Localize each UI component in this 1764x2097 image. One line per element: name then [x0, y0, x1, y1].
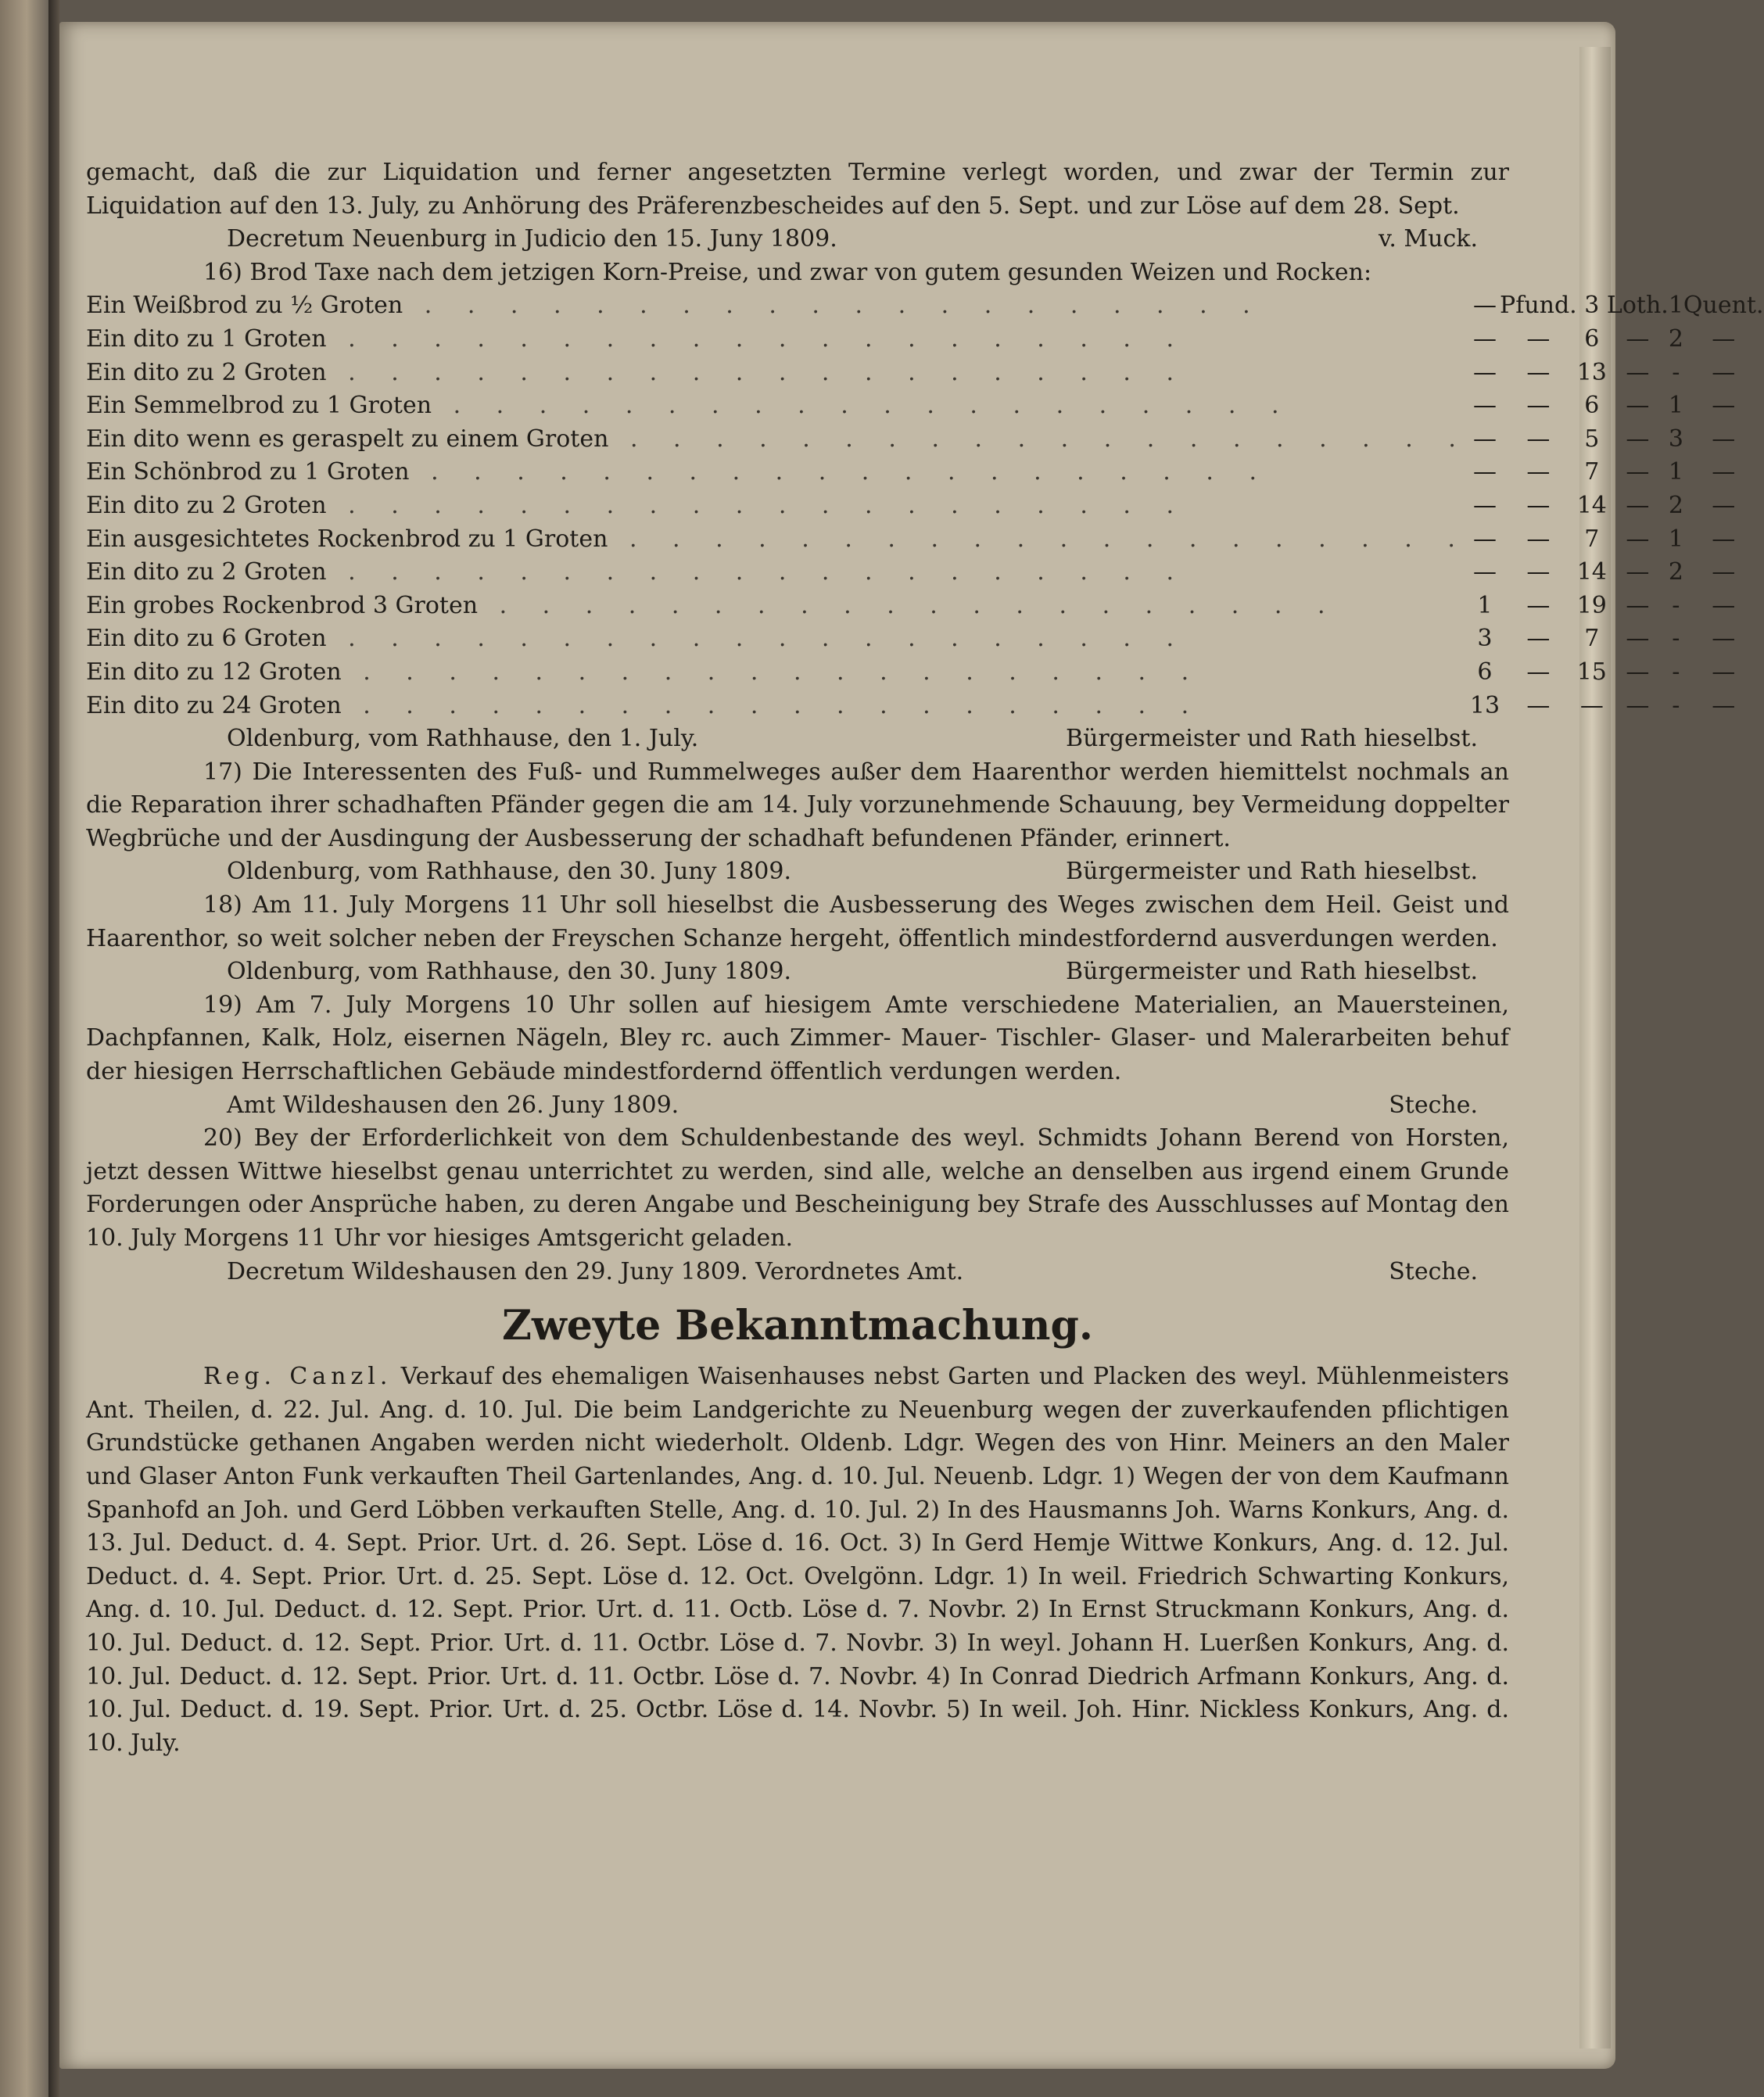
tax-cell-c5: 2	[1668, 491, 1683, 519]
tax-cell-c2: —	[1526, 691, 1551, 719]
tax-row-label: Ein dito zu 12 Groten	[86, 658, 342, 686]
tax-cell-c2: Pfund.	[1500, 292, 1577, 320]
tax-row	[86, 289, 1764, 323]
tax-cell-c4: —	[1626, 491, 1650, 519]
item16-signer: Bürgermeister und Rath hieselbst.	[1066, 725, 1478, 753]
tax-cell-c3: —	[1579, 691, 1604, 719]
tax-cell-c5: 1	[1668, 525, 1683, 553]
tax-cell-c5: 1	[1668, 458, 1683, 486]
tax-cell-c1: —	[1472, 392, 1497, 420]
tax-row-label: Ein dito zu 6 Groten	[86, 625, 327, 653]
tax-cell-c6: —	[1712, 491, 1736, 519]
tax-row	[86, 423, 1764, 457]
tax-cell-c2: —	[1526, 658, 1551, 686]
tax-cell-c5: 2	[1668, 324, 1683, 353]
tax-cell-c4: —	[1626, 558, 1650, 586]
tax-cell-c3: 6	[1584, 324, 1600, 353]
tax-cell-c4: —	[1626, 591, 1650, 619]
leader-dots: . . . . . . . . . . . . . . . . . . . .	[326, 625, 1189, 653]
tax-cell-c3: 13	[1576, 358, 1607, 386]
tax-cell-c5: -	[1672, 358, 1680, 386]
tax-cell-c6: Quent.	[1683, 292, 1764, 320]
tax-row	[86, 489, 1764, 523]
item17-signature	[86, 855, 1509, 889]
tax-row	[86, 523, 1764, 557]
tax-cell-c3: 7	[1584, 525, 1600, 553]
item20-place: Decretum Wildeshausen den 29. Juny 1809. Verordnetes Amt.	[227, 1257, 964, 1285]
tax-cell-c5: 2	[1668, 558, 1683, 586]
tax-cell-c3: 7	[1584, 625, 1600, 653]
tax-cell-c3: 19	[1576, 591, 1607, 619]
leader-dots: . . . . . . . . . . . . . . . . . . . .	[341, 658, 1203, 686]
tax-cell-c1: —	[1472, 425, 1497, 453]
page-text	[86, 156, 1764, 1760]
tax-cell-c6: —	[1712, 425, 1736, 453]
tax-cell-c5: 3	[1668, 425, 1683, 453]
tax-cell-c4: —	[1626, 525, 1650, 553]
tax-cell-c1: —	[1472, 458, 1497, 486]
second-announcement	[86, 1360, 1509, 1760]
item19-place: Amt Wildeshausen den 26. Juny 1809.	[227, 1091, 679, 1119]
tax-cell-c6: —	[1712, 525, 1736, 553]
tax-cell-c3: 6	[1584, 392, 1600, 420]
item18-signature	[86, 955, 1509, 989]
tax-cell-c3: 5	[1584, 425, 1600, 453]
intro-signer: v. Muck.	[1378, 225, 1478, 253]
tax-cell-c4: Loth.	[1606, 292, 1669, 320]
tax-cell-c1: 13	[1469, 691, 1500, 719]
tax-cell-c2: —	[1526, 491, 1551, 519]
tax-row-label: Ein dito wenn es geraspelt zu einem Groten	[86, 425, 609, 453]
tax-cell-c1: 6	[1477, 658, 1493, 686]
item17-place: Oldenburg, vom Rathhause, den 30. Juny 1809.	[227, 858, 791, 886]
left-page-edge	[0, 0, 48, 2097]
tax-cell-c2: —	[1526, 324, 1551, 353]
tax-cell-c6: —	[1712, 358, 1736, 386]
tax-cell-c5: -	[1672, 691, 1680, 719]
item20-signature	[86, 1256, 1509, 1289]
leader-dots: . . . . . . . . . . . . . . . . . . . .	[341, 691, 1203, 719]
tax-cell-c4: —	[1626, 658, 1650, 686]
tax-cell-c3: 7	[1584, 458, 1600, 486]
tax-cell-c1: —	[1472, 292, 1497, 320]
tax-cell-c3: 14	[1576, 491, 1607, 519]
item18-signer: Bürgermeister und Rath hieselbst.	[1066, 958, 1478, 986]
leader-dots: . . . . . . . . . . . . . . . . . . . .	[432, 392, 1293, 420]
tax-cell-c1: —	[1472, 525, 1497, 553]
tax-cell-c1: —	[1472, 491, 1497, 519]
leader-dots: . . . . . . . . . . . . . . . . . . . .	[608, 525, 1469, 553]
tax-row	[86, 590, 1764, 623]
tax-cell-c1: 3	[1477, 625, 1493, 653]
item17-signer: Bürgermeister und Rath hieselbst.	[1066, 858, 1478, 886]
tax-cell-c4: —	[1626, 691, 1650, 719]
tax-row-label: Ein Semmelbrod zu 1 Groten	[86, 392, 432, 420]
tax-row	[86, 622, 1764, 656]
tax-row	[86, 323, 1764, 357]
tax-cell-c6: —	[1712, 558, 1736, 586]
tax-cell-c2: —	[1526, 358, 1551, 386]
second-lead: Reg. Canzl.	[203, 1363, 393, 1391]
item20-text: 20) Bey der Erforderlichkeit von dem Schuldenbestande des weyl. Schmidts Johann Berend von Horsten, jetzt dessen Wittwe hieselbst genau unterrichtet zu werden, sind alle, welche an denselben aus irgend einem Grunde Forderungen oder Ansprüche haben, zu deren Angabe und Bescheinigung bey Strafe des Ausschlusses auf Montag den 10. July Morgens 11 Uhr vor hiesiges Amtsgericht geladen.	[86, 1124, 1509, 1252]
leader-dots: . . . . . . . . . . . . . . . . . . . .	[403, 292, 1264, 320]
tax-cell-c3: 14	[1576, 558, 1607, 586]
tax-cell-c6: —	[1712, 392, 1736, 420]
tax-cell-c1: —	[1472, 324, 1497, 353]
tax-cell-c2: —	[1526, 425, 1551, 453]
tax-row	[86, 456, 1764, 489]
item16-signature	[86, 722, 1509, 756]
tax-row-label: Ein dito zu 24 Groten	[86, 691, 342, 719]
item20-signer: Steche.	[1389, 1257, 1478, 1285]
tax-cell-c4: —	[1626, 625, 1650, 653]
tax-row-label: Ein dito zu 2 Groten	[86, 491, 327, 519]
item16-place: Oldenburg, vom Rathhause, den 1. July.	[227, 725, 699, 753]
tax-cell-c4: —	[1626, 358, 1650, 386]
tax-cell-c4: —	[1626, 458, 1650, 486]
tax-cell-c5: -	[1672, 625, 1680, 653]
tax-row-label: Ein Schönbrod zu 1 Groten	[86, 458, 410, 486]
leader-dots: . . . . . . . . . . . . . . . . . . . .	[409, 458, 1271, 486]
item18-place: Oldenburg, vom Rathhause, den 30. Juny 1809.	[227, 958, 791, 986]
tax-row	[86, 357, 1764, 390]
leader-dots: . . . . . . . . . . . . . . . . . . . .	[608, 425, 1470, 453]
tax-cell-c2: —	[1526, 558, 1551, 586]
tax-row-label: Ein grobes Rockenbrod 3 Groten	[86, 591, 479, 619]
leader-dots: . . . . . . . . . . . . . . . . . . . .	[326, 358, 1189, 386]
tax-cell-c1: —	[1472, 558, 1497, 586]
tax-cell-c2: —	[1526, 625, 1551, 653]
section-heading: Zweyte Bekanntmachung.	[502, 1302, 1093, 1350]
book-spine	[48, 0, 59, 2097]
tax-row-label: Ein dito zu 1 Groten	[86, 324, 327, 353]
tax-cell-c6: —	[1712, 458, 1736, 486]
item19-signature	[86, 1089, 1509, 1123]
tax-row-label: Ein ausgesichtetes Rockenbrod zu 1 Groten	[86, 525, 608, 553]
tax-cell-c2: —	[1526, 591, 1551, 619]
intro-decree: Decretum Neuenburg in Judicio den 15. Juny 1809.	[227, 225, 837, 253]
bread-tax-table	[86, 289, 1764, 722]
intro-signature	[86, 223, 1509, 256]
tax-cell-c5: -	[1672, 658, 1680, 686]
tax-cell-c6: —	[1712, 625, 1736, 653]
tax-row	[86, 556, 1764, 590]
item19-text: 19) Am 7. July Morgens 10 Uhr sollen auf hiesigem Amte verschiedene Materialien, an Mauersteinen, Dachpfannen, Kalk, Holz, eisernen Nägeln, Bley rc. auch Zimmer- Mauer- Tischler- Glaser- und Malerarbeiten behuf der hiesigen Herrschaftlichen Gebäude mindestfordernd öffentlich verdungen werden.	[86, 991, 1509, 1086]
tax-row-label: Ein Weißbrod zu ½ Groten	[86, 292, 403, 320]
tax-cell-c5: 1	[1668, 392, 1683, 420]
tax-row	[86, 656, 1764, 690]
item18-text: 18) Am 11. July Morgens 11 Uhr soll hieselbst die Ausbesserung des Weges zwischen dem Heil. Geist und Haarenthor, so weit solcher neben der Freyschen Schanze hergeht, öffentlich mindestfordernd ausverdungen werden.	[86, 891, 1509, 952]
leader-dots: . . . . . . . . . . . . . . . . . . . .	[326, 558, 1189, 586]
tax-row-label: Ein dito zu 2 Groten	[86, 558, 327, 586]
tax-cell-c6: —	[1712, 691, 1736, 719]
tax-cell-c6: —	[1712, 591, 1736, 619]
item17-text: 17) Die Interessenten des Fuß- und Rummelweges außer dem Haarenthor werden hiemittelst nochmals an die Reparation ihrer schadhaften Pfänder gegen die am 14. July vorzunehmende Schauung, bey Vermeidung doppelter Wegbrüche und der Ausdingung der Ausbesserung der schadhaft befundenen Pfänder, erinnert.	[86, 758, 1509, 852]
tax-cell-c4: —	[1626, 425, 1650, 453]
second-text: Verkauf des ehemaligen Waisenhauses nebst Garten und Placken des weyl. Mühlenmeisters Ant. Theilen, d. 22. Jul. Ang. d. 10. Jul. Die beim Landgerichte zu Neuenburg wegen der zuverkaufenden pflichtigen Grundstücke gethanen Angaben werden nicht wiederholt. Oldenb. Ldgr. Wegen des von Hinr. Meiners an den Maler und Glaser Anton Funk verkauften Theil Gartenlandes, Ang. d. 10. Jul. Neuenb. Ldgr. 1) Wegen der von dem Kaufmann Spanhofd an Joh. und Gerd Löbben verkauften Stelle, Ang. d. 10. Jul. 2) In des Hausmanns Joh. Warns Konkurs, Ang. d. 13. Jul. Deduct. d. 4. Sept. Prior. Urt. d. 26. Sept. Löse d. 16. Oct. 3) In Gerd Hemje Wittwe Konkurs, Ang. d. 12. Jul. Deduct. d. 4. Sept. Prior. Urt. d. 25. Sept. Löse d. 12. Oct. Ovelgönn. Ldgr. 1) In weil. Friedrich Schwarting Konkurs, Ang. d. 10. Jul. Deduct. d. 12. Sept. Prior. Urt. d. 11. Octb. Löse d. 7. Novbr. 2) In Ernst Struckmann Konkurs, Ang. d. 10. Jul. Deduct. d. 12. Sept. Prior. Urt. d. 11. Octbr. Löse d. 7. Novbr. 3) In weyl. Johann H. Luerßen Konkurs, Ang. d. 10. Jul. Deduct. d. 12. Sept. Prior. Urt. d. 11. Octbr. Löse d. 7. Novbr. 4) In Conrad Diedrich Arfmann Konkurs, Ang. d. 10. Jul. Deduct. d. 19. Sept. Prior. Urt. d. 25. Octbr. Löse d. 14. Novbr. 5) In weil. Joh. Hinr. Nickless Konkurs, Ang. d. 10. July.	[86, 1363, 1509, 1757]
tax-cell-c1: 1	[1477, 591, 1493, 619]
leader-dots: . . . . . . . . . . . . . . . . . . . .	[478, 591, 1339, 619]
tax-cell-c4: —	[1626, 392, 1650, 420]
leader-dots: . . . . . . . . . . . . . . . . . . . .	[326, 324, 1189, 353]
item16-intro: 16) Brod Taxe nach dem jetzigen Korn-Preise, und zwar von gutem gesunden Weizen und Rocken:	[203, 258, 1372, 286]
tax-cell-c1: —	[1472, 358, 1497, 386]
tax-cell-c3: 15	[1576, 658, 1607, 686]
tax-cell-c2: —	[1526, 392, 1551, 420]
leader-dots: . . . . . . . . . . . . . . . . . . . .	[326, 491, 1189, 519]
tax-row	[86, 690, 1764, 723]
tax-cell-c5: 1	[1668, 292, 1683, 320]
intro-paragraph: gemacht, daß die zur Liquidation und ferner angesetzten Termine verlegt worden, und zwar der Termin zur Liquidation auf den 13. July, zu Anhörung des Präferenzbescheides auf den 5. Sept. und zur Löse auf dem 28. Sept.	[86, 159, 1509, 220]
tax-row-label: Ein dito zu 2 Groten	[86, 358, 327, 386]
item19-signer: Steche.	[1389, 1091, 1478, 1119]
tax-cell-c6: —	[1712, 324, 1736, 353]
tax-cell-c3: 3	[1584, 292, 1600, 320]
tax-cell-c2: —	[1526, 525, 1551, 553]
tax-cell-c5: -	[1672, 591, 1680, 619]
tax-row	[86, 389, 1764, 423]
tax-cell-c2: —	[1526, 458, 1551, 486]
tax-cell-c6: —	[1712, 658, 1736, 686]
tax-cell-c4: —	[1626, 324, 1650, 353]
